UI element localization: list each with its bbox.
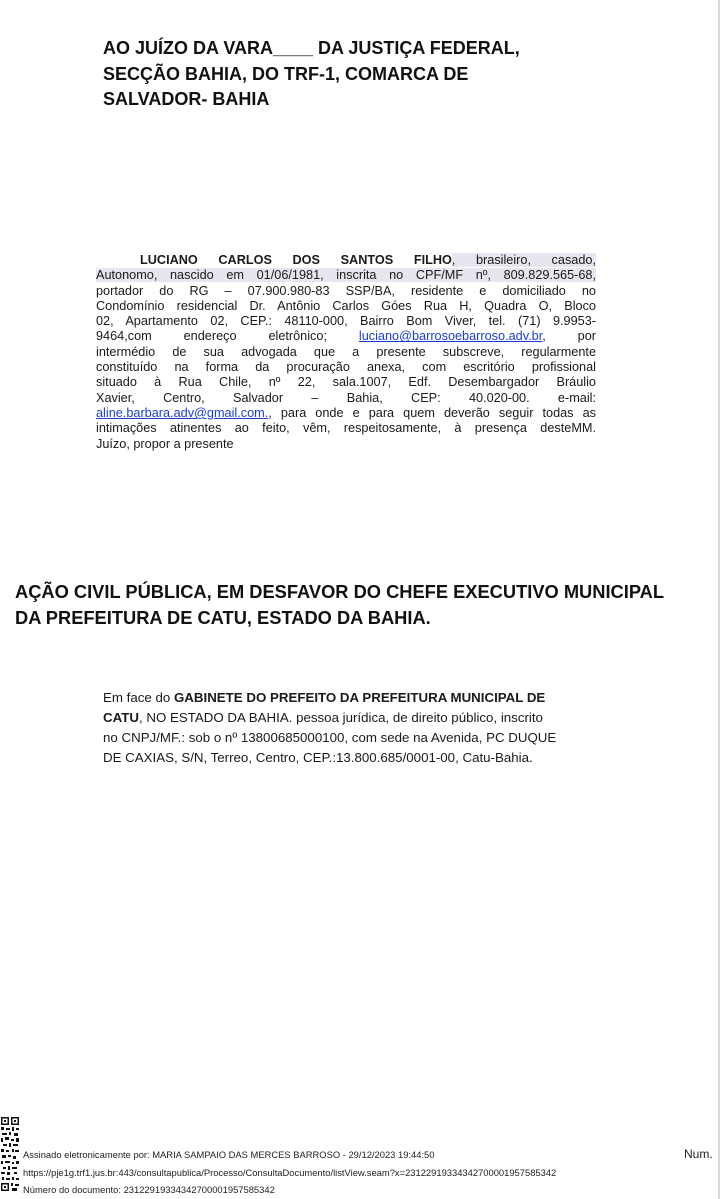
defendant-line bbox=[103, 688, 603, 708]
qualification-line: intermédio de sua advogada que a presente subscreve, regularmente bbox=[96, 344, 596, 359]
signature-footer bbox=[23, 1146, 556, 1199]
defendant-line bbox=[103, 708, 603, 728]
lawyer-email-link[interactable]: aline.barbara.adv@gmail.com. bbox=[96, 405, 269, 420]
defendant-qualification bbox=[103, 688, 603, 768]
qualification-line: situado à Rua Chile, nº 22, sala.1007, Edf. Desembargador Bráulio bbox=[96, 375, 596, 390]
action-title bbox=[15, 579, 715, 631]
qualification-line: Xavier, Centro, Salvador – Bahia, CEP: 40.020-00. e-mail: bbox=[96, 390, 596, 405]
defendant-line: DE CAXIAS, S/N, Terreo, Centro, CEP.:13.800.685/0001-00, Catu-Bahia. bbox=[103, 750, 533, 765]
qualification-line bbox=[96, 329, 596, 344]
heading-line-1: AO JUÍZO DA VARA____ DA JUSTIÇA FEDERAL, bbox=[103, 38, 520, 58]
qualification-text: , por bbox=[542, 329, 596, 344]
qualification-line: Condomínio residencial Dr. Antônio Carlos Góes Rua H, Quadra O, Bloco bbox=[96, 298, 596, 313]
qualification-text: 9464,com endereço eletrônico; bbox=[96, 329, 359, 344]
document-number: Número do documento: 23122919334342700001957585342 bbox=[23, 1184, 275, 1195]
signature-info: Assinado eletronicamente por: MARIA SAMPAIO DAS MERCES BARROSO - 29/12/2023 19:44:50 bbox=[23, 1149, 435, 1160]
defendant-entity: CATU bbox=[103, 710, 139, 725]
plaintiff-name: LUCIANO CARLOS DOS SANTOS FILHO bbox=[140, 253, 452, 267]
qualification-line: 02, Apartamento 02, CEP.: 48110-000, Bairro Bom Viver, tel. (71) 9.9953- bbox=[96, 314, 596, 329]
qualification-text: , para onde e para quem deverão seguir todas as bbox=[268, 405, 596, 420]
defendant-entity: GABINETE DO PREFEITO DA PREFEITURA MUNICIPAL DE bbox=[173, 690, 546, 705]
action-title-line-2: DA PREFEITURA DE CATU, ESTADO DA BAHIA. bbox=[15, 607, 431, 628]
qualification-line bbox=[96, 253, 596, 268]
qualification-text: , brasileiro, casado, bbox=[451, 253, 596, 267]
action-title-line-1: AÇÃO CIVIL PÚBLICA, EM DESFAVOR DO CHEFE EXECUTIVO MUNICIPAL bbox=[15, 581, 665, 602]
qualification-line: constituído na forma da procuração anexa, com escritório profissional bbox=[96, 360, 596, 375]
heading-line-3: SALVADOR- BAHIA bbox=[103, 89, 270, 109]
defendant-line: no CNPJ/MF.: sob o nº 13800685000100, com sede na Avenida, PC DUQUE bbox=[103, 730, 557, 745]
addressee-heading bbox=[103, 36, 583, 113]
plaintiff-email-link[interactable]: luciano@barrosoebarroso.adv.br bbox=[358, 329, 543, 344]
qualification-line: intimações atinentes ao feito, vêm, respeitosamente, à presença desteMM. bbox=[96, 421, 596, 436]
qualification-text: Autonomo, nascido em 01/06/1981, inscrita no CPF/MF nº, 809.829.565-68, bbox=[96, 268, 596, 283]
qualification-line: portador do RG – 07.900.980-83 SSP/BA, residente e domiciliado no bbox=[96, 283, 596, 298]
plaintiff-qualification bbox=[96, 253, 596, 452]
heading-line-2: SECÇÃO BAHIA, DO TRF-1, COMARCA DE bbox=[103, 63, 469, 84]
qr-code-icon bbox=[0, 1116, 20, 1192]
qualification-line: Juízo, propor a presente bbox=[96, 436, 234, 451]
document-url[interactable]: https://pje1g.trf1.jus.br:443/consultapublica/Processo/ConsultaDocumento/listView.seam?x=23122919334342700001957585342 bbox=[23, 1166, 557, 1178]
qualification-line bbox=[96, 406, 596, 421]
qualification-line bbox=[96, 268, 596, 283]
defendant-text: Em face do bbox=[103, 690, 174, 705]
defendant-text: , NO ESTADO DA BAHIA. pessoa jurídica, de direito público, inscrito bbox=[138, 710, 543, 725]
page-num-label: Num. bbox=[684, 1147, 713, 1161]
